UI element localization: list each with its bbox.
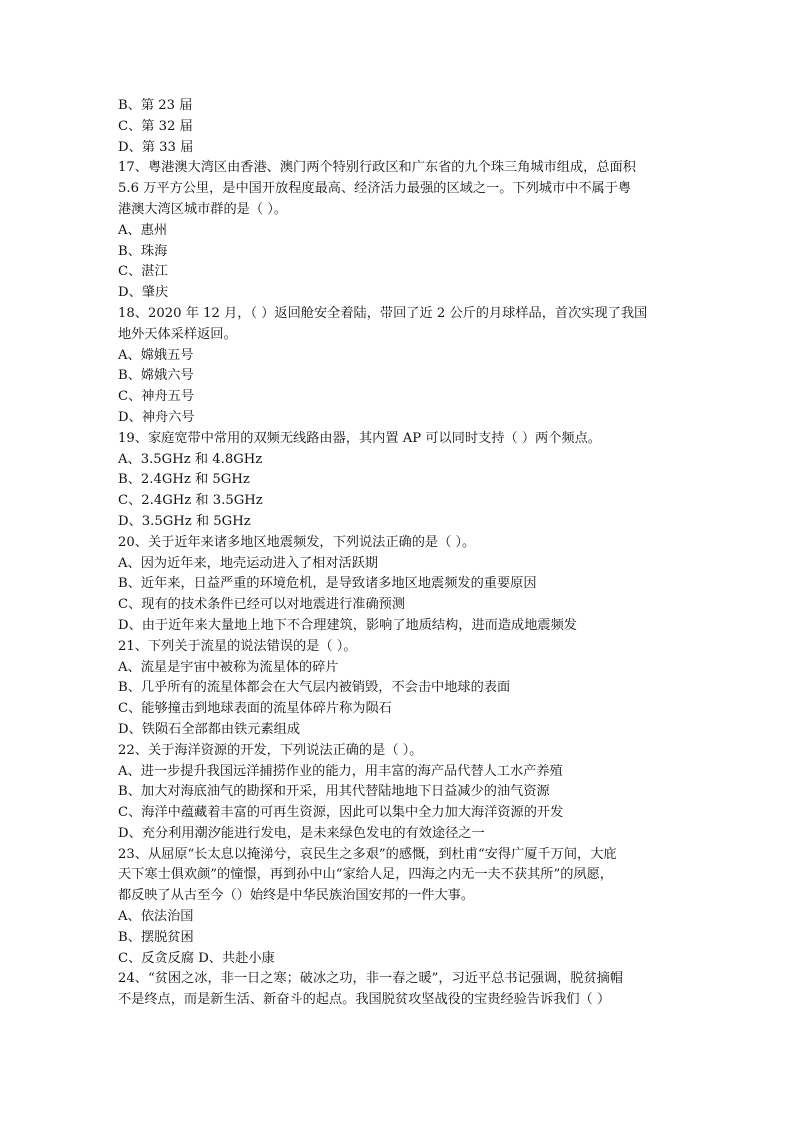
text-line: D、第 33 届 [118, 139, 194, 155]
text-line: B、嫦娥六号 [118, 368, 194, 384]
text-line: B、第 23 届 [118, 98, 193, 113]
text-line: 不是终点，而是新生活、新奋斗的起点。我国脱贫攻坚战役的宝贵经验告诉我们（ ） [118, 992, 611, 1008]
text-line: C、第 32 届 [118, 118, 193, 134]
text-line: D、由于近年来大量地上地下不合理建筑，影响了地质结构，进而造成地震频发 [118, 617, 577, 633]
text-line: A、流星是宇宙中被称为流星体的碎片 [118, 659, 339, 675]
text-line: A、嫦娥五号 [118, 347, 194, 363]
text-line: C、海洋中蕴藏着丰富的可再生资源，因此可以集中全力加大海洋资源的开发 [118, 805, 564, 821]
text-line: 19、家庭宽带中常用的双频无线路由器，其内置 AP 可以同时支持（ ）两个频点。 [118, 430, 601, 446]
text-line: 21、下列关于流星的说法错误的是（ ）。 [118, 638, 357, 654]
text-line: 港澳大湾区城市群的是（ ）。 [118, 201, 288, 217]
text-line: C、现有的技术条件已经可以对地震进行准确预测 [118, 597, 406, 613]
text-line: D、肇庆 [118, 285, 169, 301]
text-line: A、因为近年来，地壳运动进入了相对活跃期 [118, 555, 379, 571]
text-line: 都反映了从古至今（）始终是中华民族治国安邦的一件大事。 [118, 888, 475, 904]
text-line: B、珠海 [118, 243, 168, 259]
text-line: C、湛江 [118, 264, 168, 280]
text-line: 23、从屈原“长太息以掩涕兮，哀民生之多艰”的感慨，到杜甫“安得广厦千万间，大庇 [118, 846, 617, 862]
text-line: D、3.5GHz 和 5GHz [118, 513, 251, 529]
text-line: A、依法治国 [118, 909, 194, 925]
text-line: B、2.4GHz 和 5GHz [118, 472, 250, 488]
text-line: D、充分利用潮汐能进行发电，是未来绿色发电的有效途径之一 [118, 825, 485, 841]
text-line: D、神舟六号 [118, 409, 195, 425]
text-line: 18、2020 年 12 月，（ ）返回舱安全着陆，带回了近 2 公斤的月球样品，首次实现了我国 [118, 305, 648, 321]
text-line: 24、“贫困之冰，非一日之寒；破冰之功，非一春之暖”，习近平总书记强调，脱贫摘帽 [118, 971, 624, 987]
text-line: 20、关于近年来诸多地区地震频发，下列说法正确的是（ ）。 [118, 534, 476, 550]
text-line: 17、粤港澳大湾区由香港、澳门两个特别行政区和广东省的九个珠三角城市组成，总面积 [118, 160, 636, 176]
text-line: B、几乎所有的流星体都会在大气层内被销毁，不会击中地球的表面 [118, 680, 511, 696]
text-line: C、神舟五号 [118, 389, 195, 405]
text-line: A、3.5GHz 和 4.8GHz [118, 451, 263, 467]
text-line: B、摆脱贫困 [118, 929, 194, 945]
text-line: C、2.4GHz 和 3.5GHz [118, 493, 263, 509]
text-line: 天下寒士俱欢颜”的憧憬，再到孙中山“家给人足，四海之内无一夫不获其所”的夙愿， [118, 867, 613, 883]
text-line: B、加大对海底油气的勘探和开采，用其代替陆地地下日益减少的油气资源 [118, 784, 550, 800]
text-line: 5.6 万平方公里，是中国开放程度最高、经济活力最强的区域之一。下列城市中不属于粤 [118, 181, 632, 197]
text-line: C、反贪反腐 D、共赴小康 [118, 950, 275, 966]
text-line: 地外天体采样返回。 [118, 326, 237, 342]
text-line: B、近年来，日益严重的环境危机，是导致诸多地区地震频发的重要原因 [118, 576, 537, 592]
text-line: 22、关于海洋资源的开发，下列说法正确的是（ ）。 [118, 742, 423, 758]
document-page [118, 96, 678, 1011]
text-line: C、能够撞击到地球表面的流星体碎片称为陨石 [118, 701, 392, 717]
text-line: A、进一步提升我国远洋捕捞作业的能力，用丰富的海产品代替人工水产养殖 [118, 763, 563, 779]
text-line: D、铁陨石全部都由铁元素组成 [118, 721, 301, 737]
text-line: A、惠州 [118, 222, 168, 238]
